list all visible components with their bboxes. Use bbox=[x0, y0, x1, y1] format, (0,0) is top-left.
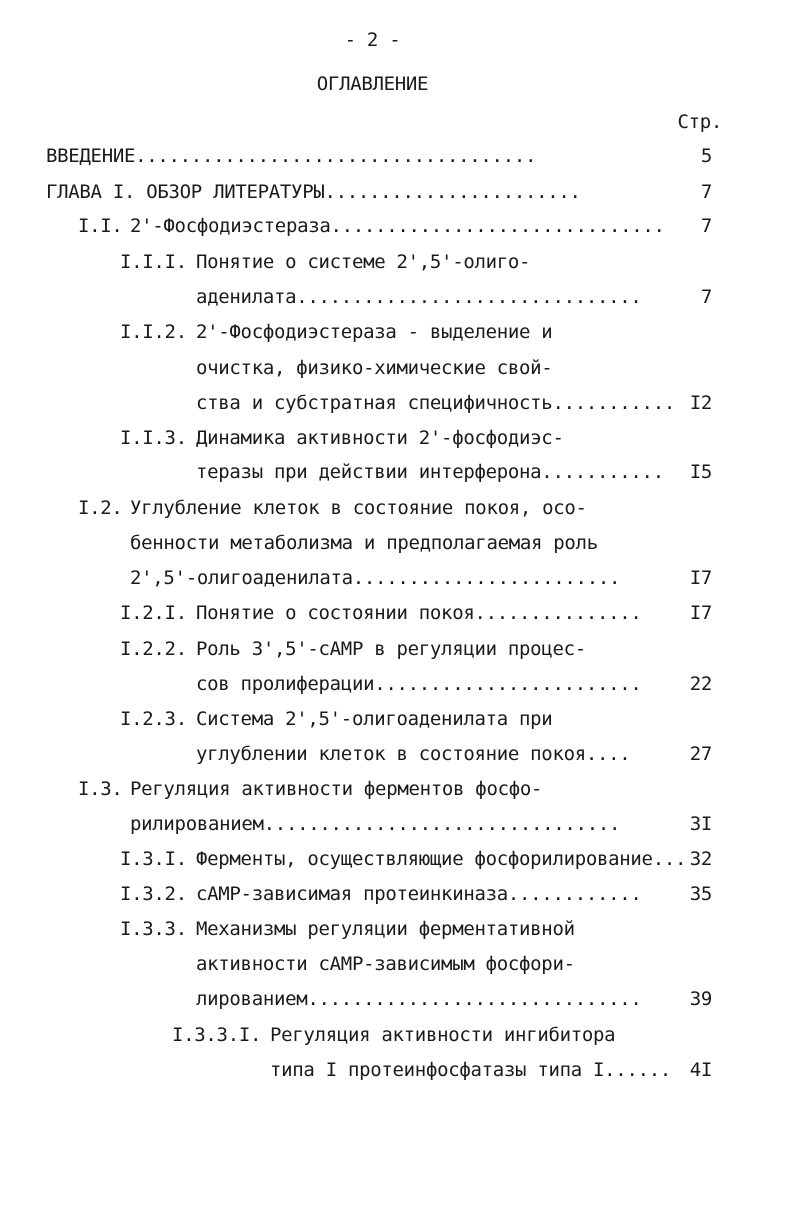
toc-entry-text: ВВЕДЕНИЕ.................................... bbox=[46, 145, 537, 167]
toc-page: I5 bbox=[689, 461, 712, 483]
toc-page: 35 bbox=[689, 883, 712, 905]
toc-page: 27 bbox=[689, 743, 712, 765]
toc-title: ОГЛАВЛЕНИЕ bbox=[316, 73, 429, 95]
toc-number: I.3.I. bbox=[120, 848, 187, 870]
toc-entry-text: типа I протеинфосфатазы типа I...... bbox=[270, 1059, 672, 1081]
toc-number: I.2. bbox=[78, 497, 123, 519]
toc-number: I.I.3. bbox=[120, 427, 187, 449]
toc-page: 5 bbox=[700, 145, 712, 167]
toc-entry-text: ства и субстратная специфичность........... bbox=[196, 392, 675, 414]
toc-number: I.2.I. bbox=[120, 602, 187, 624]
toc-entry-text: Регуляция активности ингибитора bbox=[270, 1024, 616, 1046]
toc-number: I.I. bbox=[78, 215, 123, 237]
toc-page: I7 bbox=[689, 602, 712, 624]
toc-entry-text: очистка, физико-химические свой- bbox=[196, 357, 553, 379]
toc-entry-text: лированием.............................. bbox=[196, 988, 642, 1010]
toc-entry-text: теразы при действии интерферона........... bbox=[196, 461, 664, 483]
toc-page: I2 bbox=[689, 392, 712, 414]
toc-page: 3I bbox=[689, 813, 712, 835]
toc-page: 7 bbox=[700, 181, 712, 203]
toc-number: I.3.2. bbox=[120, 883, 187, 905]
toc-page: 7 bbox=[700, 286, 712, 308]
toc-entry-text: 2'-Фосфодиэстераза - выделение и bbox=[196, 321, 553, 343]
toc-page: 4I bbox=[689, 1059, 712, 1081]
toc-entry-text: Ферменты, осуществляющие фосфорилирование... bbox=[196, 848, 687, 870]
toc-entry-text: 2'-Фосфодиэстераза.............................. bbox=[130, 215, 665, 237]
page-number: - 2 - bbox=[344, 29, 401, 51]
toc-number: I.3.3.I. bbox=[172, 1024, 262, 1046]
toc-page: I7 bbox=[689, 567, 712, 589]
toc-page: 22 bbox=[689, 673, 712, 695]
toc-entry-text: Роль 3',5'-сАМР в регуляции процес- bbox=[196, 638, 586, 660]
toc-entry-text: рилированием................................ bbox=[130, 813, 621, 835]
toc-number: I.I.2. bbox=[120, 321, 187, 343]
toc-entry-text: сов пролиферации........................ bbox=[196, 673, 642, 695]
toc-entry-text: Понятие о состоянии покоя............... bbox=[196, 602, 642, 624]
toc-entry-text: Регуляция активности ферментов фосфо- bbox=[130, 778, 543, 800]
toc-entry-text: углублении клеток в состояние покоя.... bbox=[196, 743, 631, 765]
toc-page: 7 bbox=[700, 215, 712, 237]
toc-entry-text: Система 2',5'-олигоаденилата при bbox=[196, 708, 553, 730]
toc-number: I.I.I. bbox=[120, 251, 187, 273]
toc-number: I.3.3. bbox=[120, 918, 187, 940]
toc-page: 39 bbox=[689, 988, 712, 1010]
toc-entry-text: бенности метаболизма и предполагаемая роль bbox=[130, 532, 598, 554]
toc-number: I.2.2. bbox=[120, 638, 187, 660]
toc-entry-text: активности сАМР-зависимым фосфори- bbox=[196, 953, 575, 975]
toc-entry-text: сАМР-зависимая протеинкиназа............ bbox=[196, 883, 642, 905]
toc-number: I.2.3. bbox=[120, 708, 187, 730]
toc-entry-text: Углубление клеток в состояние покоя, осо- bbox=[130, 497, 587, 519]
toc-entry-text: Механизмы регуляции ферментативной bbox=[196, 918, 575, 940]
page-column-label: Стр. bbox=[677, 111, 722, 133]
toc-entry-text: аденилата............................... bbox=[196, 286, 642, 308]
toc-entry-text: Понятие о системе 2',5'-олиго- bbox=[196, 251, 531, 273]
toc-number: I.3. bbox=[78, 778, 123, 800]
toc-entry-text: 2',5'-олигоаденилата........................ bbox=[130, 567, 621, 589]
toc-entry-text: Динамика активности 2'-фосфодиэс- bbox=[196, 427, 564, 449]
toc-entry-text: ГЛАВА I. ОБЗОР ЛИТЕРАТУРЫ....................... bbox=[46, 181, 581, 203]
toc-page: 32 bbox=[689, 848, 712, 870]
